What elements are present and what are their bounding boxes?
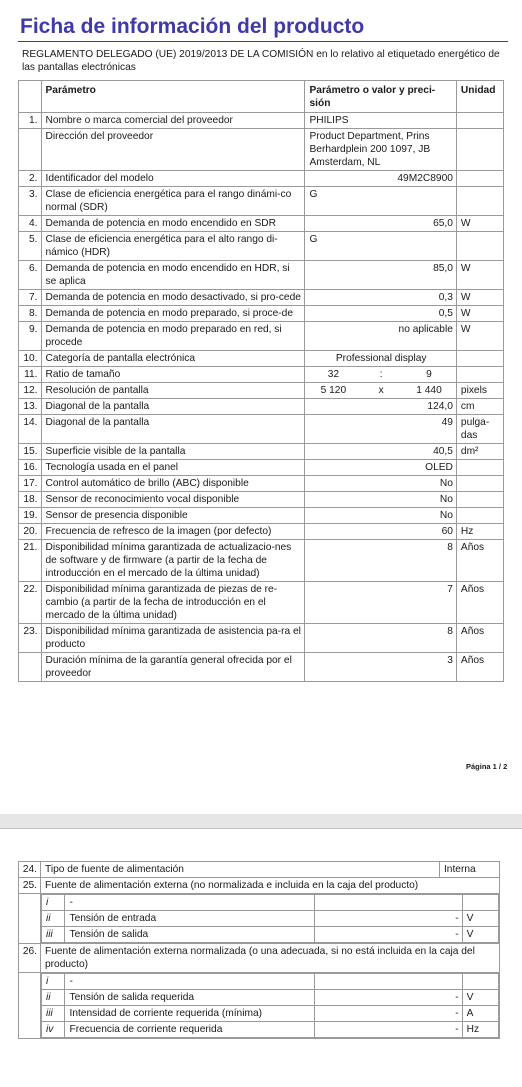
row-unit xyxy=(456,351,503,367)
row-value: 60 xyxy=(305,524,456,540)
row-unit xyxy=(456,113,503,129)
row-parameter: Sensor de reconocimiento vocal disponible xyxy=(41,492,305,508)
sub-value: - xyxy=(315,1006,462,1022)
table-row xyxy=(19,476,504,492)
row-label: Fuente de alimentación externa normalizada (o una adecuada, si no está incluida en la caja del producto) xyxy=(41,944,500,973)
sub-label: Intensidad de corriente requerida (mínima) xyxy=(65,1006,315,1022)
row-number: 3. xyxy=(19,187,42,216)
row-value: Professional display xyxy=(305,351,456,367)
row-number: 26. xyxy=(19,944,41,973)
table-row xyxy=(19,524,504,540)
row-value-split xyxy=(305,383,456,399)
table-row xyxy=(19,944,500,973)
page-separator-line xyxy=(0,828,522,829)
row-parameter: Dirección del proveedor xyxy=(41,129,305,171)
sub-roman: i xyxy=(42,974,65,990)
table-row xyxy=(19,216,504,232)
row-number: 17. xyxy=(19,476,42,492)
row-unit: W xyxy=(456,261,503,290)
row-value: 7 xyxy=(305,582,456,624)
row-number: 21. xyxy=(19,540,42,582)
sub-roman: ii xyxy=(42,990,65,1006)
table-row xyxy=(19,232,504,261)
row-unit: W xyxy=(456,322,503,351)
row-value: OLED xyxy=(305,460,456,476)
row-number: 10. xyxy=(19,351,42,367)
row-number: 25. xyxy=(19,878,41,894)
sub-value xyxy=(315,974,462,990)
sub-roman: iv xyxy=(42,1022,65,1038)
row-number: 8. xyxy=(19,306,42,322)
row-parameter: Nombre o marca comercial del proveedor xyxy=(41,113,305,129)
sub-table-26 xyxy=(41,973,499,1038)
sub-unit: Hz xyxy=(462,1022,498,1038)
row-parameter: Disponibilidad mínima garantizada de actualizacio-nes de software y de firmware (a partir de la fecha de introducción en el mercado de la última unidad) xyxy=(41,540,305,582)
row-parameter: Clase de eficiencia energética para el rango dinámi-co normal (SDR) xyxy=(41,187,305,216)
row-unit: W xyxy=(456,290,503,306)
row-value: No xyxy=(305,508,456,524)
row-parameter: Demanda de potencia en modo preparado, si proce-de xyxy=(41,306,305,322)
row-value: G xyxy=(305,187,456,216)
row-number: 13. xyxy=(19,399,42,415)
row-number: 11. xyxy=(19,367,42,383)
row-unit: pixels xyxy=(456,383,503,399)
table-header-row xyxy=(19,81,504,113)
row-value: 49 xyxy=(305,415,456,444)
row-unit xyxy=(456,171,503,187)
row-parameter: Sensor de presencia disponible xyxy=(41,508,305,524)
table-row xyxy=(19,129,504,171)
table-row xyxy=(19,878,500,894)
row-number: 2. xyxy=(19,171,42,187)
table-row xyxy=(19,508,504,524)
row-parameter: Tecnología usada en el panel xyxy=(41,460,305,476)
row-unit xyxy=(456,476,503,492)
row-value: 0,3 xyxy=(305,290,456,306)
sub-row xyxy=(42,990,499,1006)
row-unit: Años xyxy=(456,540,503,582)
row-number: 22. xyxy=(19,582,42,624)
row-unit xyxy=(456,460,503,476)
table-row xyxy=(19,261,504,290)
sub-unit: A xyxy=(462,1006,498,1022)
row-value: Product Department, Prins Berhardplein 200 1097, JB Amsterdam, NL xyxy=(305,129,456,171)
sub-value: - xyxy=(315,990,462,1006)
sub-unit xyxy=(462,895,498,911)
row-number xyxy=(19,129,42,171)
product-info-table xyxy=(18,80,504,682)
sub-value: - xyxy=(315,927,462,943)
sub-row xyxy=(42,1022,499,1038)
page-2 xyxy=(18,861,508,1039)
sub-row xyxy=(42,1006,499,1022)
sub-label: Tensión de entrada xyxy=(65,911,315,927)
row-unit xyxy=(456,492,503,508)
regulation-text: REGLAMENTO DELEGADO (UE) 2019/2013 DE LA COMISIÓN en lo relativo al etiquetado energético de las pantallas electrónicas xyxy=(22,49,500,73)
row-parameter: Disponibilidad mínima garantizada de piezas de re-cambio (a partir de la fecha de introducción en el mercado de la última unidad) xyxy=(41,582,305,624)
sub-unit: V xyxy=(462,911,498,927)
row-number: 20. xyxy=(19,524,42,540)
row-value: 85,0 xyxy=(305,261,456,290)
row-number: 18. xyxy=(19,492,42,508)
row-value-part: 9 xyxy=(426,369,432,380)
row-value: 0,5 xyxy=(305,306,456,322)
row-number: 12. xyxy=(19,383,42,399)
sub-label: - xyxy=(65,974,315,990)
header-parameter: Parámetro xyxy=(41,81,305,113)
row-parameter: Demanda de potencia en modo desactivado, si pro-cede xyxy=(41,290,305,306)
sub-roman: i xyxy=(42,895,65,911)
row-parameter: Resolución de pantalla xyxy=(41,383,305,399)
row-unit: Hz xyxy=(456,524,503,540)
row-number: 5. xyxy=(19,232,42,261)
sub-roman: iii xyxy=(42,1006,65,1022)
sub-roman: ii xyxy=(42,911,65,927)
sub-unit: V xyxy=(462,927,498,943)
sub-label: Frecuencia de corriente requerida xyxy=(65,1022,315,1038)
row-number: 6. xyxy=(19,261,42,290)
row-parameter: Duración mínima de la garantía general ofrecida por el proveedor xyxy=(41,653,305,682)
row-value: No xyxy=(305,492,456,508)
table-row xyxy=(19,187,504,216)
row-unit: Años xyxy=(456,582,503,624)
row-parameter: Demanda de potencia en modo preparado en red, si procede xyxy=(41,322,305,351)
row-value: 40,5 xyxy=(305,444,456,460)
row-parameter: Disponibilidad mínima garantizada de asistencia pa-ra el producto xyxy=(41,624,305,653)
header-number xyxy=(19,81,42,113)
indent-cell xyxy=(19,973,41,1039)
row-value: No xyxy=(305,476,456,492)
row-value: Interna xyxy=(439,862,499,878)
row-number xyxy=(19,653,42,682)
sub-unit: V xyxy=(462,990,498,1006)
table-row xyxy=(19,290,504,306)
row-value-split xyxy=(305,367,456,383)
row-value-part: 32 xyxy=(327,369,340,380)
sub-value: - xyxy=(315,1022,462,1038)
row-number: 24. xyxy=(19,862,41,878)
sub-label: - xyxy=(65,895,315,911)
sub-roman: iii xyxy=(42,927,65,943)
row-unit: pulga-das xyxy=(456,415,503,444)
table-row xyxy=(19,322,504,351)
sub-row xyxy=(42,911,499,927)
row-unit: Años xyxy=(456,653,503,682)
table-row xyxy=(19,460,504,476)
title-rule xyxy=(18,41,508,42)
header-unit: Unidad xyxy=(456,81,503,113)
row-number: 1. xyxy=(19,113,42,129)
row-unit xyxy=(456,508,503,524)
row-value-part: 1 440 xyxy=(416,385,442,396)
sub-value xyxy=(315,895,462,911)
row-number: 19. xyxy=(19,508,42,524)
row-number: 9. xyxy=(19,322,42,351)
header-value: Parámetro o valor y preci-sión xyxy=(305,81,456,113)
row-value: no aplicable xyxy=(305,322,456,351)
table-row xyxy=(19,415,504,444)
table-row xyxy=(19,367,504,383)
table-row xyxy=(19,171,504,187)
row-unit: W xyxy=(456,216,503,232)
row-number: 16. xyxy=(19,460,42,476)
indent-cell xyxy=(19,894,41,944)
sub-row xyxy=(42,895,499,911)
sub-label: Tensión de salida xyxy=(65,927,315,943)
row-unit: cm xyxy=(456,399,503,415)
row-parameter: Demanda de potencia en modo encendido en SDR xyxy=(41,216,305,232)
row-value-part: : xyxy=(379,369,383,380)
page-separator xyxy=(0,814,522,828)
table-row xyxy=(19,306,504,322)
row-number: 23. xyxy=(19,624,42,653)
row-value: G xyxy=(305,232,456,261)
row-value: PHILIPS xyxy=(305,113,456,129)
row-value-part: 5 120 xyxy=(320,385,347,396)
table-row xyxy=(19,582,504,624)
sub-label: Tensión de salida requerida xyxy=(65,990,315,1006)
table-row xyxy=(19,540,504,582)
table-row xyxy=(19,492,504,508)
row-parameter: Superficie visible de la pantalla xyxy=(41,444,305,460)
row-parameter: Demanda de potencia en modo encendido en HDR, si se aplica xyxy=(41,261,305,290)
page-1 xyxy=(18,14,508,682)
row-unit xyxy=(456,187,503,216)
table-row xyxy=(19,862,500,878)
sub-unit xyxy=(462,974,498,990)
row-label: Fuente de alimentación externa (no normalizada e incluida en la caja del producto) xyxy=(41,878,500,894)
row-number: 4. xyxy=(19,216,42,232)
row-value: 124,0 xyxy=(305,399,456,415)
row-value: 8 xyxy=(305,624,456,653)
row-unit xyxy=(456,232,503,261)
table-row xyxy=(19,383,504,399)
product-info-body xyxy=(19,113,504,682)
row-unit xyxy=(456,129,503,171)
table-row xyxy=(19,624,504,653)
sub-table-25 xyxy=(41,894,499,943)
row-value-part: x xyxy=(378,385,384,396)
row-number: 15. xyxy=(19,444,42,460)
table-row xyxy=(19,351,504,367)
table-row xyxy=(19,444,504,460)
row-unit: W xyxy=(456,306,503,322)
row-parameter: Categoría de pantalla electrónica xyxy=(41,351,305,367)
row-parameter: Ratio de tamaño xyxy=(41,367,305,383)
sub-row xyxy=(42,974,499,990)
page-title: Ficha de información del producto xyxy=(20,15,365,38)
row-number: 14. xyxy=(19,415,42,444)
row-parameter: Identificador del modelo xyxy=(41,171,305,187)
row-unit: dm² xyxy=(456,444,503,460)
row-parameter: Clase de eficiencia energética para el alto rango di-námico (HDR) xyxy=(41,232,305,261)
row-parameter: Diagonal de la pantalla xyxy=(41,415,305,444)
row-value: 65,0 xyxy=(305,216,456,232)
row-parameter: Diagonal de la pantalla xyxy=(41,399,305,415)
power-supply-table xyxy=(18,861,500,1039)
table-row xyxy=(19,653,504,682)
row-parameter: Frecuencia de refresco de la imagen (por defecto) xyxy=(41,524,305,540)
row-unit: Años xyxy=(456,624,503,653)
row-number: 7. xyxy=(19,290,42,306)
row-value: 49M2C8900 xyxy=(305,171,456,187)
row-value: 3 xyxy=(305,653,456,682)
table-row xyxy=(19,113,504,129)
row-unit xyxy=(456,367,503,383)
sub-value: - xyxy=(315,911,462,927)
page-number: Página 1 / 2 xyxy=(466,762,508,771)
row-parameter: Control automático de brillo (ABC) disponible xyxy=(41,476,305,492)
row-label: Tipo de fuente de alimentación xyxy=(41,862,440,878)
row-value: 8 xyxy=(305,540,456,582)
sub-row xyxy=(42,927,499,943)
table-row xyxy=(19,399,504,415)
